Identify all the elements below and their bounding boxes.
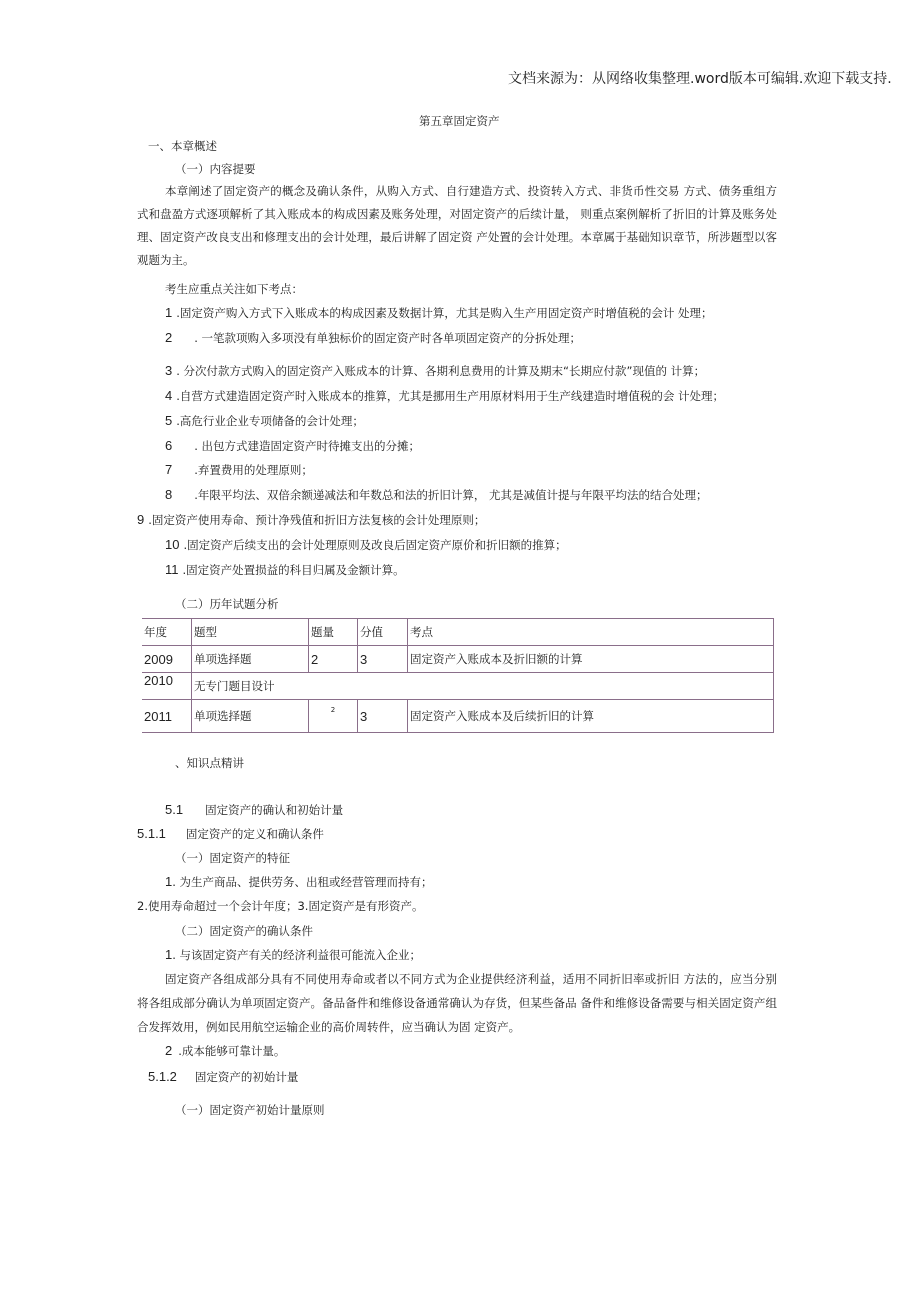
cell: 单项选择题 [192, 700, 309, 733]
item-number: 1 [165, 947, 173, 962]
section-heading: 一、本章概述 [148, 139, 217, 153]
item-text: .年限平均法、双倍余额递减法和年数总和法的折旧计算， 尤其是减值计提与年限平均法的结合处理； [194, 488, 708, 502]
exam-point-item [165, 413, 364, 429]
list-item [165, 947, 421, 963]
subsection-heading: （一）固定资产初始计量原则 [175, 1103, 325, 1117]
item-number: 3 [165, 363, 173, 378]
item-text: .成本能够可靠计量。 [178, 1044, 286, 1058]
item-number: 4 [165, 388, 173, 403]
exam-point-item [165, 438, 420, 454]
focus-text: 考生应重点关注如下考点： [165, 282, 303, 296]
heading-text: 固定资产的初始计量 [194, 1070, 299, 1084]
intro-paragraph: 本章阐述了固定资产的概念及确认条件，从购入方式、自行建造方式、投资转入方式、非货币性交易 方式、债务重组方式和盘盈方式逐项解析了其入账成本的构成因素及账务处理，对固定资产的后续计量， 则重点案例解析了折旧的计算及账务处理、固定资产改良支出和修理支出的会计处理，最后讲解了固定资 产处置的会计处理。本章属于基础知识章节，所涉题型以客观题为主。 [137, 184, 777, 267]
exam-point-item [165, 487, 708, 503]
item-number: 1 [165, 305, 173, 320]
subsection-heading: （一）固定资产的特征 [175, 851, 290, 865]
chapter-title: 第五章固定资产 [419, 114, 500, 128]
exam-point-item [165, 562, 405, 578]
exam-point-item [165, 537, 567, 553]
exam-point-item [165, 462, 313, 478]
list-item [165, 1043, 285, 1059]
subsection-heading: （二）历年试题分析 [175, 597, 279, 611]
item-number: 11 [165, 562, 179, 577]
item-number: 5 [165, 413, 173, 428]
section-heading: 、知识点精讲 [175, 756, 244, 770]
item-text: .固定资产后续支出的会计处理原则及改良后固定资产原价和折旧额的推算； [183, 538, 567, 552]
table-row [142, 673, 774, 700]
header-cell: 题型 [192, 619, 309, 646]
item-number: 2 [165, 1043, 173, 1058]
exam-point-item [137, 512, 485, 528]
table-row [142, 646, 774, 673]
item-text: . 一笔款项购入多项没有单独标价的固定资产时各单项固定资产的分拆处理； [194, 331, 582, 345]
heading-number: 5.1 [165, 802, 184, 817]
item-text: .弃置费用的处理原则； [194, 463, 313, 477]
table-row [142, 700, 774, 733]
item-text: .固定资产使用寿命、预计净残值和折旧方法复核的会计处理原则； [148, 513, 486, 527]
item-text: .固定资产处置损益的科目归属及金额计算。 [182, 563, 405, 577]
item-number: 2 [165, 330, 173, 345]
source-header: 文档来源为：从网络收集整理.word版本可编辑.欢迎下载支持. [508, 71, 892, 87]
heading-5-1-2 [148, 1069, 298, 1085]
header-cell: 考点 [408, 619, 774, 646]
subsection-heading: （二）固定资产的确认条件 [175, 924, 313, 938]
cell: 2009 [142, 646, 192, 673]
item-number: 6 [165, 438, 173, 453]
header-cell: 题量 [309, 619, 358, 646]
cell: 单项选择题 [192, 646, 309, 673]
heading-number: 5.1.2 [148, 1069, 177, 1084]
cell: 2 [309, 700, 358, 733]
item-text: . 为生产商品、提供劳务、出租或经营管理而持有； [172, 875, 433, 889]
exam-point-item [165, 330, 581, 346]
list-item [165, 874, 433, 890]
item-text: .自营方式建造固定资产时入账成本的推算，尤其是挪用生产用原材料用于生产线建造时增值税的会 计处理； [176, 389, 725, 403]
item-number: 8 [165, 487, 173, 502]
item-number: 1 [165, 874, 173, 889]
cell: 无专门题目设计 [192, 673, 774, 700]
heading-number: 5.1.1 [137, 826, 166, 841]
item-text: . 出包方式建造固定资产时待摊支出的分摊； [194, 439, 421, 453]
body-paragraph: 固定资产各组成部分具有不同使用寿命或者以不同方式为企业提供经济利益，适用不同折旧率或折旧 方法的，应当分别将各组成部分确认为单项固定资产。备品备件和维修设备通常确认为存货，但某些备品 备件和维修设备需要与相关固定资产组合发挥效用，例如民用航空运输企业的高价周转件，应当确认为固 定资产。 [137, 972, 777, 1034]
item-text: .固定资产购入方式下入账成本的构成因素及数据计算，尤其是购入生产用固定资产时增值税的会计 处理； [176, 306, 713, 320]
cell: 3 [358, 700, 408, 733]
cell: 固定资产入账成本及折旧额的计算 [408, 646, 774, 673]
heading-text: 固定资产的定义和确认条件 [185, 827, 324, 841]
cell: 2 [309, 646, 358, 673]
item-text: . 分次付款方式购入的固定资产入账成本的计算、各期利息费用的计算及期末“长期应付款”现值的 计算； [176, 364, 706, 378]
table-header-row [142, 619, 774, 646]
exam-point-item [165, 388, 724, 404]
subsection-heading: （一）内容提要 [175, 162, 256, 176]
exam-point-item [165, 363, 705, 379]
item-number: 9 [137, 512, 145, 527]
cell: 3 [358, 646, 408, 673]
header-cell: 年度 [142, 619, 192, 646]
cell: 固定资产入账成本及后续折旧的计算 [408, 700, 774, 733]
header-cell: 分值 [358, 619, 408, 646]
item-text: . 与该固定资产有关的经济利益很可能流入企业； [172, 948, 422, 962]
item-text: .高危行业企业专项储备的会计处理； [176, 414, 364, 428]
list-item: 2.使用寿命超过一个会计年度；3.固定资产是有形资产。 [137, 899, 424, 913]
cell: 2011 [142, 700, 192, 733]
exam-point-item [165, 305, 713, 321]
heading-5-1-1 [137, 826, 324, 842]
cell: 2010 [142, 673, 192, 700]
item-number: 10 [165, 537, 180, 552]
heading-5-1 [165, 802, 343, 818]
exam-analysis-table [142, 618, 774, 733]
item-number: 7 [165, 462, 173, 477]
heading-text: 固定资产的确认和初始计量 [205, 803, 344, 817]
